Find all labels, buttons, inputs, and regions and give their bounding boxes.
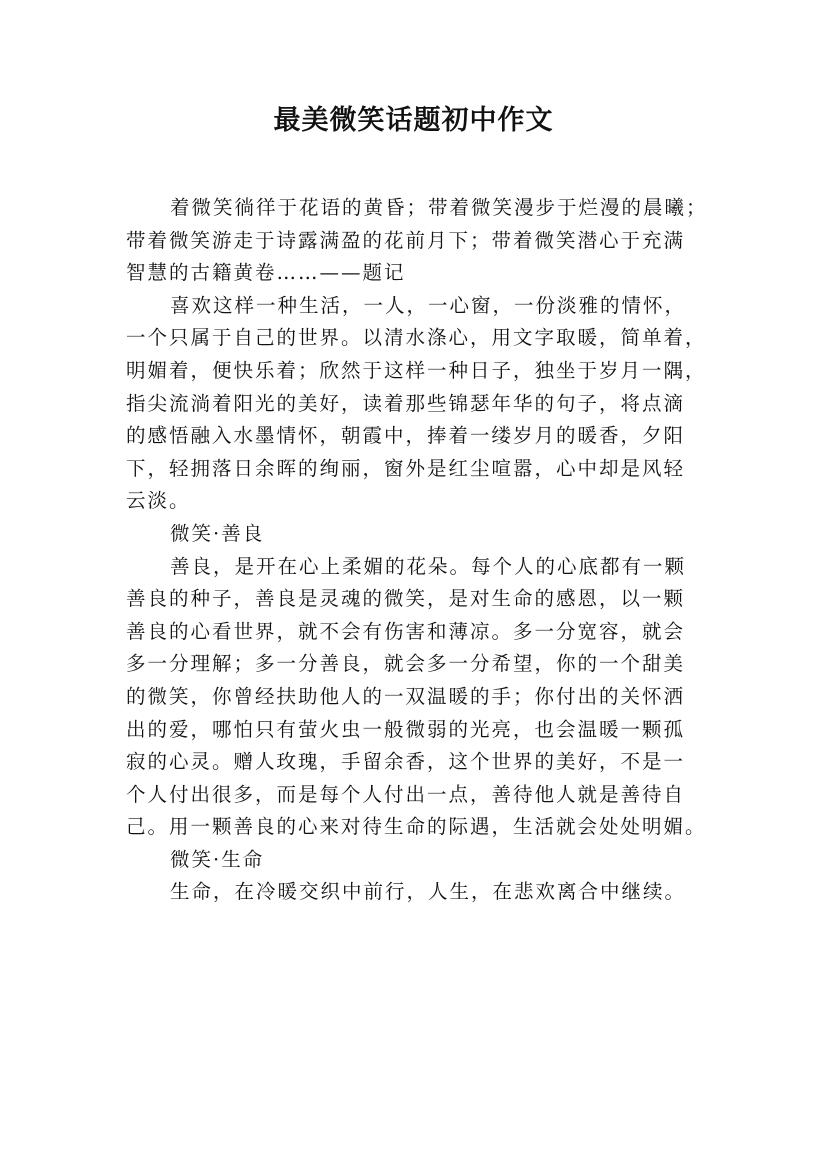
document-body bbox=[126, 192, 716, 909]
text-line: 明媚着，便快乐着；欣然于这样一种日子，独坐于岁月一隅， bbox=[126, 358, 707, 382]
page-title: 最美微笑话题初中作文 bbox=[273, 105, 554, 136]
text-line: 善良，是开在心上柔媚的花朵。每个人的心底都有一颗 bbox=[170, 554, 687, 578]
text-line: 微笑·生命 bbox=[170, 847, 265, 871]
text-line: 多一分理解；多一分善良，就会多一分希望，你的一个甜美 bbox=[126, 652, 686, 676]
text-line: 善良的心看世界，就不会有伤害和薄凉。多一分宽容，就会 bbox=[126, 619, 686, 643]
text-line: 生命，在冷暖交织中前行，人生，在悲欢离合中继续。 bbox=[170, 880, 687, 904]
text-line: 下，轻拥落日余晖的绚丽，窗外是红尘喧嚣，心中却是风轻 bbox=[126, 456, 686, 480]
text-line: 出的爱，哪怕只有萤火虫一般微弱的光亮，也会温暖一颗孤 bbox=[126, 717, 686, 741]
text-line: 指尖流淌着阳光的美好，读着那些锦瑟年华的句子，将点滴 bbox=[126, 391, 686, 415]
text-line: 的微笑，你曾经扶助他人的一双温暖的手；你付出的关怀洒 bbox=[126, 684, 686, 708]
text-line: 个人付出很多，而是每个人付出一点，善待他人就是善待自 bbox=[126, 782, 686, 806]
text-line: 着微笑徜徉于花语的黄昏；带着微笑漫步于烂漫的晨曦； bbox=[170, 196, 708, 219]
text-line: 微笑·善良 bbox=[170, 521, 265, 545]
text-line: 云淡。 bbox=[126, 489, 191, 513]
text-line: 己。用一颗善良的心来对待生命的际遇，生活就会处处明媚。 bbox=[126, 815, 707, 839]
text-line: 的感悟融入水墨情怀，朝霞中，捧着一缕岁月的暖香，夕阳 bbox=[126, 424, 686, 448]
text-line: 一个只属于自己的世界。以清水涤心，用文字取暖，简单着， bbox=[126, 326, 707, 350]
text-line: 寂的心灵。赠人玫瑰，手留余香，这个世界的美好，不是一 bbox=[126, 750, 686, 774]
text-line: 智慧的古籍黄卷……——题记 bbox=[126, 261, 406, 285]
text-line: 善良的种子，善良是灵魂的微笑，是对生命的感恩，以一颗 bbox=[126, 587, 686, 611]
text-line: 带着微笑游走于诗露满盈的花前月下；带着微笑潜心于充满 bbox=[126, 228, 686, 252]
text-line: 喜欢这样一种生活，一人，一心窗，一份淡雅的情怀， bbox=[170, 293, 687, 317]
